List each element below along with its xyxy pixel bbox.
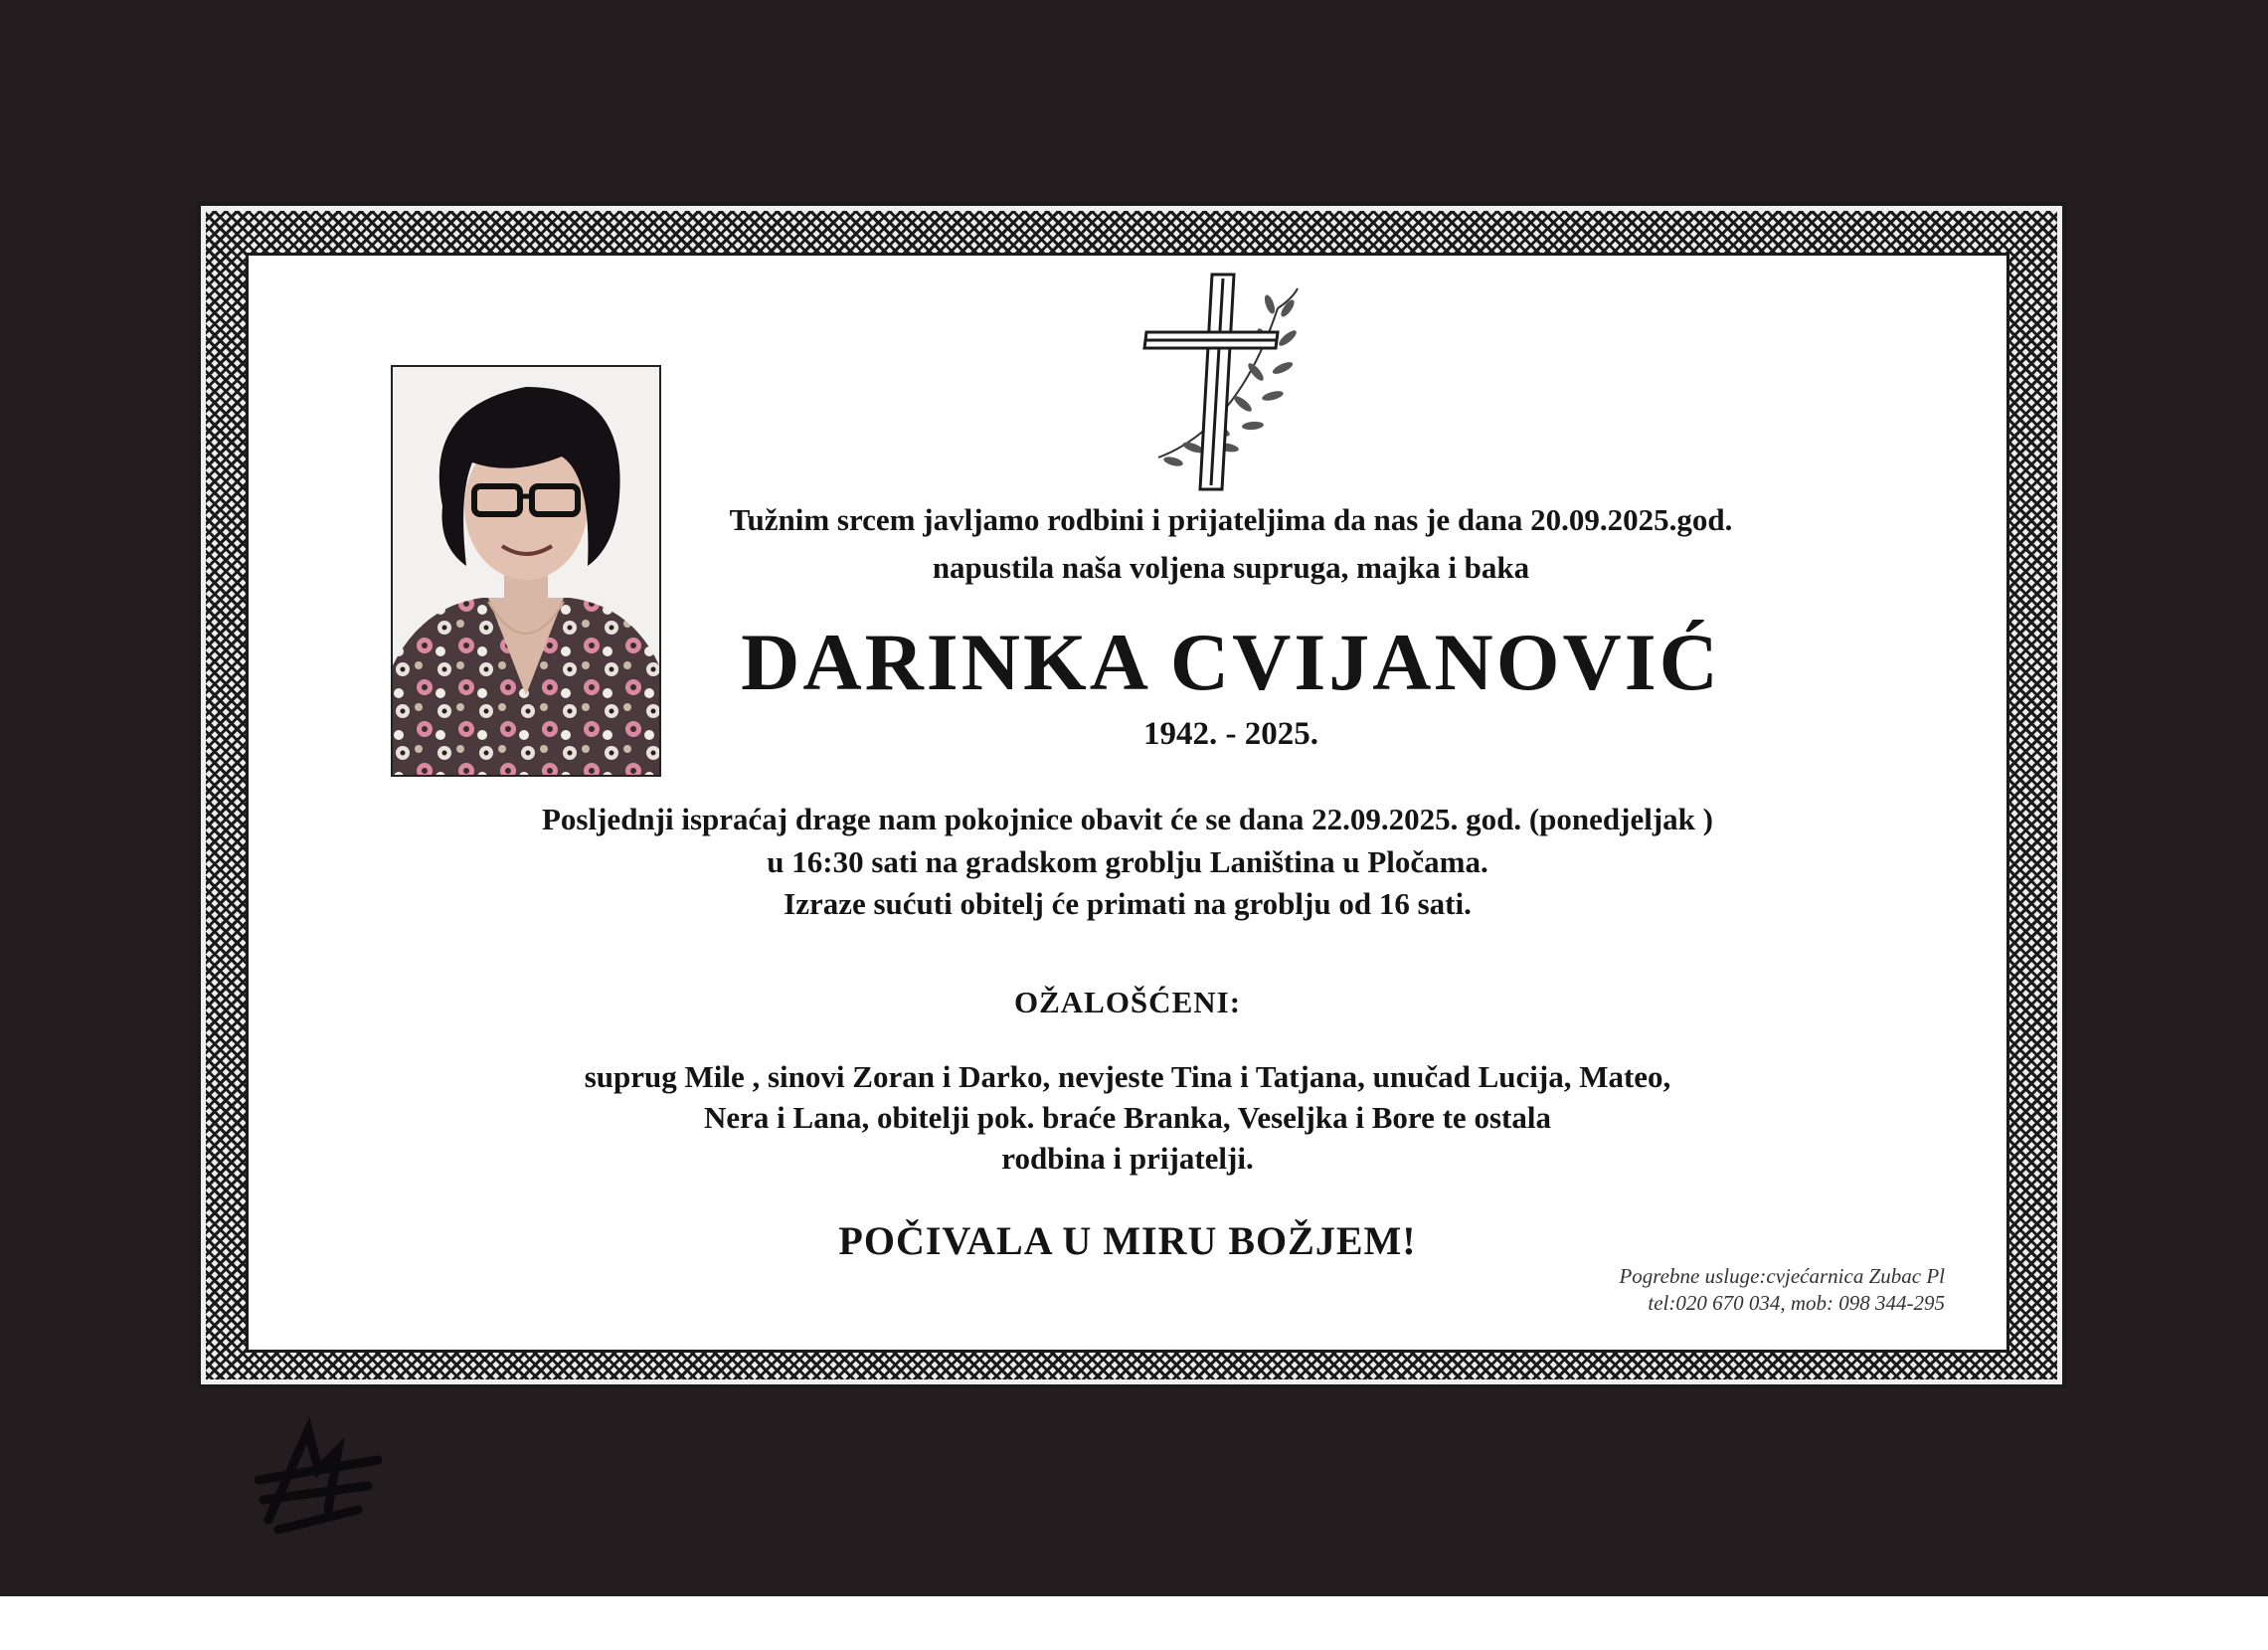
announcement-line: napustila naša voljena supruga, majka i baka — [932, 550, 1530, 585]
mourners-line: suprug Mile , sinovi Zoran i Darko, nevjeste Tina i Tatjana, unučad Lucija, Mateo, — [584, 1059, 1671, 1094]
mourners-line: Nera i Lana, obitelji pok. braće Branka, Veseljka i Bore te ostala — [704, 1100, 1551, 1135]
cross-with-olive-branch-icon — [1138, 269, 1317, 499]
deceased-name: DARINKA CVIJANOVIĆ — [741, 617, 1721, 707]
undertaker-contact: tel:020 670 034, mob: 098 344-295 — [1648, 1291, 1945, 1315]
handwritten-mark — [249, 1410, 388, 1538]
funeral-details-line: Posljednji ispraćaj drage nam pokojnice obavit će se dana 22.09.2025. god. (ponedjeljak ) — [542, 802, 1713, 836]
mourners-heading: OŽALOŠĆENI: — [1013, 985, 1242, 1019]
obituary-notice — [249, 256, 2006, 1350]
life-years: 1942. - 2025. — [1143, 716, 1318, 752]
mourners-line: rodbina i prijatelji. — [1001, 1141, 1254, 1176]
undertaker-credit: Pogrebne usluge:cvjećarnica Zubac Pl — [1619, 1264, 1945, 1288]
funeral-details-line: u 16:30 sati na gradskom groblju Laniština u Pločama. — [767, 844, 1488, 879]
condolences-line: Izraze sućuti obitelj će primati na groblju od 16 sati. — [784, 886, 1472, 921]
cross-shape — [1144, 275, 1278, 489]
announcement-line: Tužnim srcem javljamo rodbini i prijateljima da nas je dana 20.09.2025.god. — [729, 502, 1733, 537]
closing-blessing: POČIVALA U MIRU BOŽJEM! — [838, 1218, 1417, 1263]
